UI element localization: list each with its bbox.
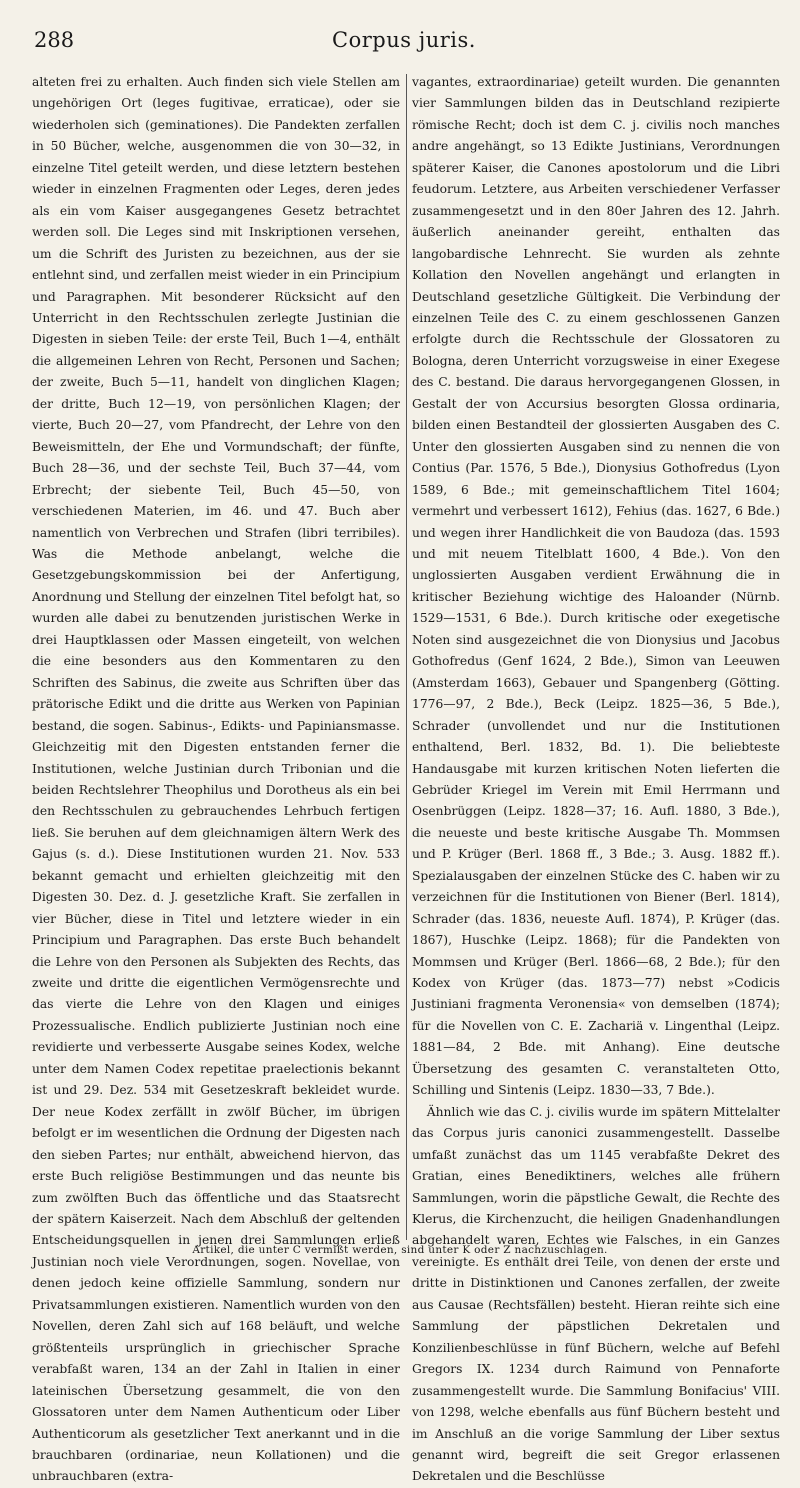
paragraph: vagantes, extraordinariae) geteilt wurden. Die genannten vier Sammlungen bilden das in Deutschland rezipierte römische Recht; doch ist dem C. j. civilis noch manches andre angehängt, so 13 Edikte Justinians, Verordnungen späterer Kaiser, die Canones apostolorum und die Libri feudorum. Letztere, aus Arbeiten verschiedener Verfasser zusammengesetzt und in den 80er Jahren des 12. Jahrh. äußerlich aneinander gereiht, enthalten das langobardische Lehnrecht. Sie wurden als zehnte Kollation den Novellen angehängt und erlangten in Deutschland gesetzliche Gültigkeit. Die Verbindung der einzelnen Teile des C. zu einem geschlossenen Ganzen erfolgte durch die Rechtsschule der Glossatoren zu Bologna, deren Unterricht vorzugsweise in einer Exegese des C. bestand. Die daraus hervorgegangenen Glossen, in Gestalt der von Accursius besorgten Glossa ordinaria, bilden einen Bestandteil der glossierten Ausgaben des C. Unter den glossierten Ausgaben sind zu nennen die von Contius (Par. 1576, 5 Bde.), Dionysius Gothofredus (Lyon 1589, 6 Bde.; mit gemeinschaftlichem Titel 1604; vermehrt und verbessert 1612), Fehius (das. 1627, 6 Bde.) und wegen ihrer Handlichkeit die von Baudoza (das. 1593 und mit neuem Titelblatt 1600, 4 Bde.). Von den unglossierten Ausgaben verdient Erwähnung die in kritischer Beziehung wichtige des Haloander (Nürnb. 1529—1531, 6 Bde.). Durch kritische oder exegetische Noten sind ausgezeichnet die von Dionysius und Jacobus Gothofredus (Genf 1624, 2 Bde.), Simon van Leeuwen (Amsterdam 1663), Gebauer und Spangenberg (Götting. 1776—97, 2 Bde.), Beck (Leipz. 1825—36, 5 Bde.), Schrader (unvollendet und nur die Institutionen enthaltend, Berl. 1832, Bd. 1). Die beliebteste Handausgabe mit kurzen kritischen Noten lieferten die Gebrüder Kriegel im Verein mit Emil Herrmann und Osenbrüggen (Leipz. 1828—37; 16. Aufl. 1880, 3 Bde.), die neueste und beste kritische Ausgabe Th. Mommsen und P. Krüger (Berl. 1868 ff., 3 Bde.; 3. Ausg. 1882 ff.). Spezialausgaben der einzelnen Stücke des C. haben wir zu verzeichnen für die Institutionen von Biener (Berl. 1814), Schrader (das. 1836, neueste Aufl. 1874), P. Krüger (das. 1867), Huschke (Leipz. 1868); für die Pandekten von Mommsen und Krüger (Berl. 1866—68, 2 Bde.); für den Kodex von Krüger (das. 1873—77) nebst »Codicis Justiniani fragmenta Veronensia« von demselben (1874); für die Novellen von C. E. Zachariä v. Lingenthal (Leipz. 1881—84, 2 Bde. mit Anhang). Eine deutsche Übersetzung des gesamten C. veranstalteten Otto, Schilling und Sintenis (Leipz. 1830—33, 7 Bde.). bbox=[412, 75, 780, 1098]
running-head: Corpus juris. bbox=[332, 28, 476, 52]
page-number: 288 bbox=[34, 28, 75, 52]
footnote: Artikel, die unter C vermißt werden, sind unter K oder Z nachzuschlagen. bbox=[192, 1244, 608, 1256]
paragraph: Ähnlich wie das C. j. civilis wurde im spätern Mittelalter das Corpus juris canonici zusammengestellt. Dasselbe umfaßt zunächst das um 1145 verabfaßte Dekret des Gratian, eines Benediktiners, welches alle frühern Sammlungen, worin die päpstliche Gewalt, die Rechte des Klerus, die Kirchenzucht, die heiligen Gnadenhandlungen abgehandelt waren, Echtes wie Falsches, in ein Ganzes vereinigte. Es enthält drei Teile, von denen der erste und dritte in Distinktionen und Canones zerfallen, der zweite aus Causae (Rechtsfällen) besteht. Hieran reihte sich eine Sammlung der päpstlichen Dekretalen und Konzilienbeschlüsse in fünf Büchern, welche auf Befehl Gregors IX. 1234 durch Raimund von Pennaforte zusammengestellt wurde. Die Sammlung Bonifacius' VIII. von 1298, welche ebenfalls aus fünf Büchern besteht und im Anschluß an die vorige Sammlung der Liber sextus genannt wird, begreift die seit Gregor erlassenen Dekretalen und die Beschlüsse bbox=[412, 1104, 780, 1484]
page-header bbox=[30, 24, 778, 60]
paragraph: alteten frei zu erhalten. Auch finden sich viele Stellen am ungehörigen Ort (leges fugitivae, erraticae), oder sie wiederholen sich (geminationes). Die Pandekten zerfallen in 50 Bücher, welche, ausgenommen die von 30—32, in einzelne Titel geteilt werden, und diese letztern bestehen wieder in einzelnen Fragmenten oder Leges, deren jedes als ein vom Kaiser ausgegangenes Gesetz betrachtet werden soll. Die Leges sind mit Inskriptionen versehen, um die Schrift des Juristen zu bezeichnen, aus der sie entlehnt sind, und zerfallen meist wieder in ein Principium und Paragraphen. Mit besonderer Rücksicht auf den Unterricht in den Rechtsschulen zerlegte Justinian die Digesten in sieben Teile: der erste Teil, Buch 1—4, enthält die allgemeinen Lehren von Recht, Personen und Sachen; der zweite, Buch 5—11, handelt von dinglichen Klagen; der dritte, Buch 12—19, von persönlichen Klagen; der vierte, Buch 20—27, vom Pfandrecht, der Lehre von den Beweismitteln, der Ehe und Vormundschaft; der fünfte, Buch 28—36, und der sechste Teil, Buch 37—44, vom Erbrecht; der siebente Teil, Buch 45—50, von verschiedenen Materien, im 46. und 47. Buch aber namentlich von Verbrechen und Strafen (libri terribiles). Was die Methode anbelangt, welche die Gesetzgebungskommission bei der Anfertigung, Anordnung und Stellung der einzelnen Titel befolgt hat, so wurden alle dabei zu benutzenden juristischen Werke in drei Hauptklassen oder Massen eingeteilt, von welchen die eine besonders aus den Kommentaren zu den Schriften des Sabinus, die zweite aus Schriften über das prätorische Edikt und die dritte aus Werken von Papinian bestand, die sogen. Sabinus-, Edikts- und Papiniansmasse. Gleichzeitig mit den Digesten entstanden ferner die Institutionen, welche Justinian durch Tribonian und die beiden Rechtslehrer Theophilus und Dorotheus als ein bei den Rechtsschulen zu gebrauchendes Lehrbuch fertigen ließ. Sie beruhen auf dem gleichnamigen ältern Werk des Gajus (s. d.). Diese Institutionen wurden 21. Nov. 533 bekannt gemacht und erhielten gleichzeitig mit den Digesten 30. Dez. d. J. gesetzliche Kraft. Sie zerfallen in vier Bücher, diese in Titel und letztere wieder in ein Principium und Paragraphen. Das erste Buch behandelt die Lehre von den Personen als Subjekten des Rechts, das zweite und dritte die eigentlichen Vermögensrechte und das vierte die Lehre von den Klagen und einiges Prozessualische. Endlich publizierte Justinian noch eine revidierte und verbesserte Ausgabe seines Kodex, welche unter dem Namen Codex repetitae praelectionis bekannt ist und 29. Dez. 534 mit Gesetzeskraft bekleidet wurde. Der neue Kodex zerfällt in zwölf Bücher, im übrigen befolgt er im wesentlichen die Ordnung der Digesten nach den sieben Partes; nur enthält, abweichend hiervon, das erste Buch religiöse Bestimmungen und das neunte bis zum zwölften Buch das öffentliche und das Staatsrecht der spätern Kaiserzeit. Nach dem Abschluß der geltenden Entscheidungsquellen in jenen drei Sammlungen erließ Justinian noch viele Verordnungen, sogen. Novellae, von denen jedoch keine offizielle Sammlung, sondern nur Privatsammlungen existieren. Namentlich wurden von den Novellen, deren Zahl sich auf 168 beläuft, und welche größtenteils ursprünglich in griechischer Sprache verabfaßt waren, 134 an der Zahl in Italien in einer lateinischen Übersetzung gesammelt, die von den Glossatoren unter dem Namen Authenticum oder Liber Authenticorum als gesetzlicher Text anerkannt und in die brauchbaren (ordinariae, neun Kollationen) und die unbrauchbaren (extra- bbox=[32, 75, 400, 1484]
right-column bbox=[412, 72, 780, 1484]
